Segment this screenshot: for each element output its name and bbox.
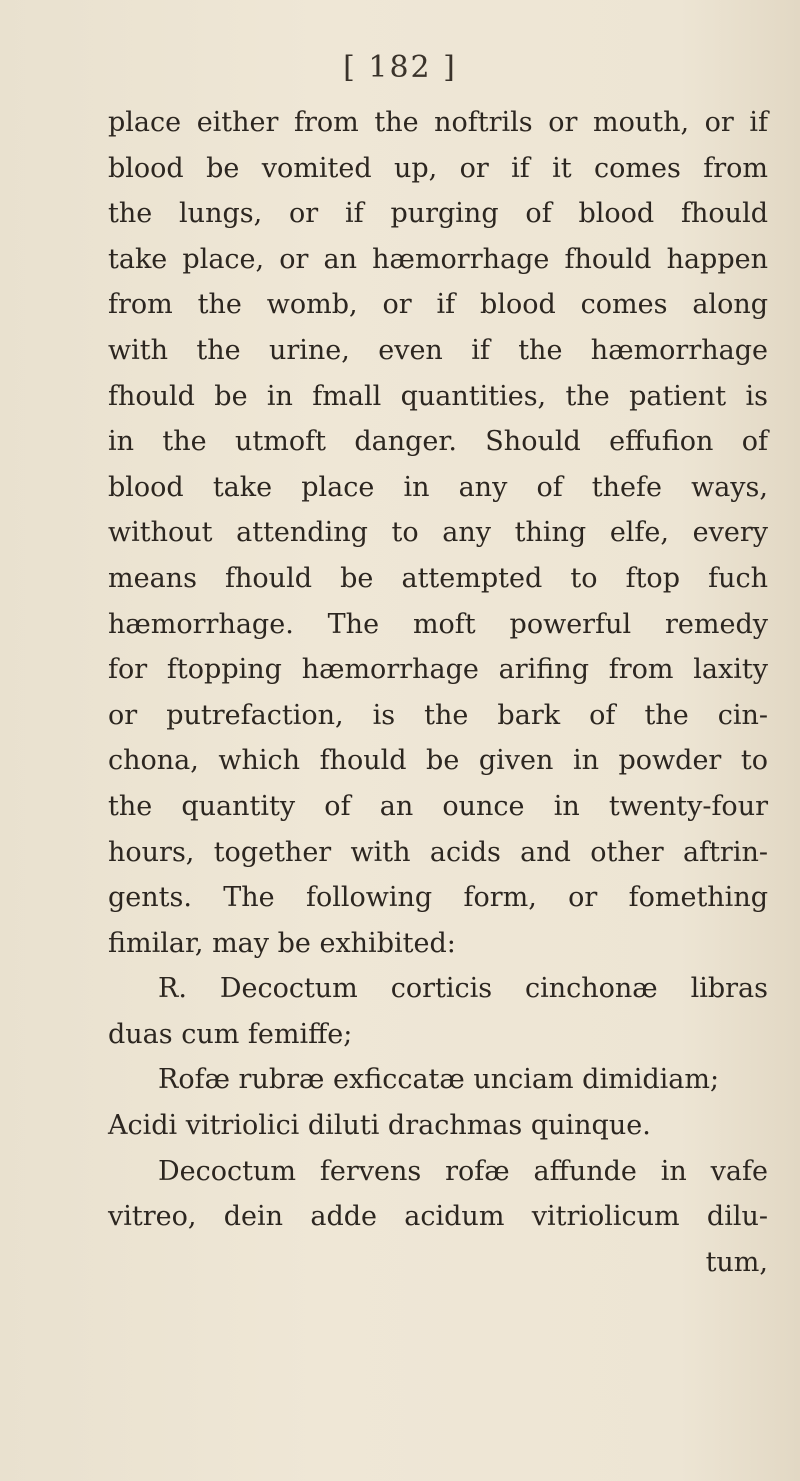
text-line: chona, which fhould be given in powder to [108, 745, 768, 777]
body-text [108, 100, 768, 1285]
text-line: means fhould be attempted to ftop fuch [108, 562, 768, 594]
page-number: [ 182 ] [343, 50, 457, 85]
text-line: hæmorrhage. The moft powerful remedy [108, 608, 768, 640]
recipe-line: R. Decoctum corticis cinchonæ libras [158, 973, 768, 1005]
text-line: hours, together with acids and other aftrin- [108, 836, 768, 868]
recipe-line: duas cum femiffe; [108, 1018, 353, 1050]
recipe-line: vitreo, dein adde acidum vitriolicum dilu- [108, 1201, 768, 1233]
recipe-line: Rofæ rubræ exficcatæ unciam dimidiam; [158, 1064, 720, 1096]
text-line: the quantity of an ounce in twenty-four [108, 790, 768, 822]
text-line: take place, or an hæmorrhage fhould happen [108, 243, 768, 275]
text-line: with the urine, even if the hæmorrhage [108, 334, 768, 366]
text-line: fhould be in fmall quantities, the patient is [108, 380, 768, 412]
text-line: blood take place in any of thefe ways, [108, 471, 768, 503]
text-line: blood be vomited up, or if it comes from [108, 152, 768, 184]
text-line: without attending to any thing elfe, every [108, 517, 768, 549]
text-line: from the womb, or if blood comes along [108, 289, 768, 321]
text-line: for ftopping hæmorrhage arifing from laxity [108, 654, 768, 686]
text-line: in the utmoft danger. Should effufion of [108, 426, 768, 458]
text-line: gents. The following form, or fomething [108, 882, 768, 914]
text-line: or putrefaction, is the bark of the cin- [108, 699, 768, 731]
text-line: the lungs, or if purging of blood fhould [108, 198, 768, 230]
text-line: fimilar, may be exhibited: [108, 927, 456, 959]
catchword: tum, [705, 1246, 768, 1278]
recipe-line: Decoctum fervens rofæ affunde in vafe [158, 1155, 768, 1187]
recipe-line: Acidi vitriolici diluti drachmas quinque. [108, 1110, 651, 1142]
text-line: place either from the noftrils or mouth, or if [108, 107, 768, 138]
